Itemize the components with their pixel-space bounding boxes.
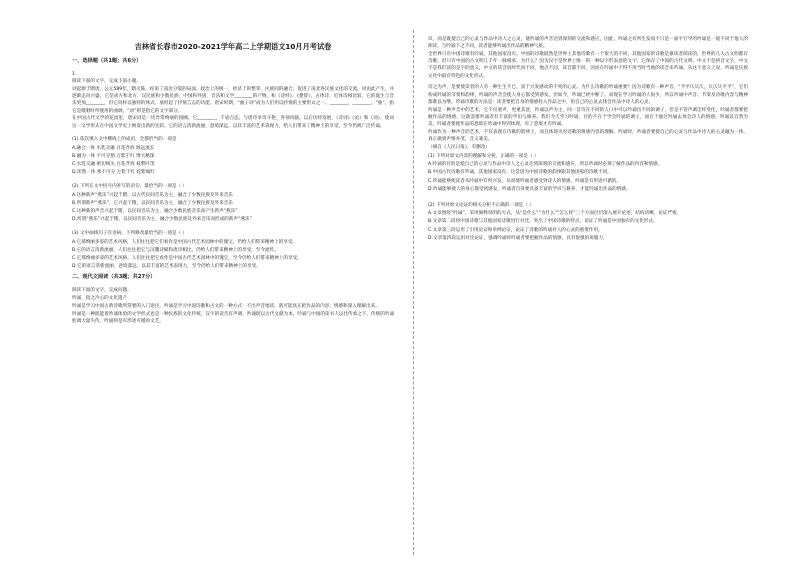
exam-title: 吉林省长春市2020-2021学年高二上学期语文10月月考试卷 xyxy=(134,42,332,51)
passage-paragraph: 识，而是既使自己的心灵与作品中诗人之心灵，使吟诵的声音达到深刻的交流和感应。因此，吟诵之有所生发而不只是一面平行导的吟诵是一般不同于他人的朗读，与吟诵下之不同，读者能够吟诵出作品的精神气质。 xyxy=(428,37,748,50)
answer-option: C.这种新的声音兴起于隋，以民间音乐为主，融合少数民族音乐而产生新声“燕乐” xyxy=(72,209,238,215)
answer-option: B.它的语言清新流丽，人们往往把它与汉魏诗赋和唐诗相比，仍给人们带来精神上的享受，至今流传。 xyxy=(72,247,279,253)
sub-question: (1) 下列对原文内容的理解和分析，正确的一项是（ ） xyxy=(428,154,539,160)
passage-paragraph: 词起源于隋唐。公元589年，隋灭陈，结束了南北分裂的局面。政治上的统一，经济上的繁荣，民族间的融合，促进了南北各民族文化的交流，词由此产生，并逐渐走向兴盛。它是南方和北方，汉民族和少数民族，中国和外国，音乐和文学________的产物。和《诗经》、《楚辞》、古体诗、近体诗相比较，它的诞生与音乐更加________，但它同样以独特的体式，承担起了抒情言志的功能。唐宋时期，“曲子词”成为人们用以抒情的主要形式之一。________，________。“曲”，指它是歌唱时所使用的曲调，“词”则是指它的文字部分。 xyxy=(72,87,394,114)
answer-option: C.吟诵能够使读者从吟诵中有所兴发，从而使吟诵者感受到诗人的情感，吟诵是有形迹可循的。 xyxy=(428,178,622,184)
sub-question: (2) 下列在文中括号内补写的语句，最恰当的一项是（ ） xyxy=(72,184,188,190)
left-column xyxy=(72,34,394,554)
section-heading-reading: 二、现代文阅读（共3题；共27分） xyxy=(72,274,156,281)
column-divider xyxy=(413,30,414,555)
passage-intro: 阅读下面的文字，完成问题。 xyxy=(72,288,132,294)
answer-option: A.它那绚丽多姿的艺术风格，人们往往把它们看作是中国古代艺术园林中的瑰宝，仍给人们带来精神上的享受。 xyxy=(72,239,298,245)
passage-paragraph: 吟诵是一种既能着吟诵体验的文学形式也是一种民族的文化传统，汉字的读音有声调，吟诵既以古代文献为本，吟诵与中国的读书人以往传承之下，传统的吟诵腔调大量失传。吟诵则是有形迹可循的文艺。 xyxy=(72,311,394,325)
passage-title: 吟诵，指之冷心的文化遗产 xyxy=(72,296,128,302)
answer-option: D.吟诵能够使人的身心都受到感发，吟诵者自身要具备丰富的学识与修养，才能吟诵出作品的情感。 xyxy=(428,186,631,192)
sub-question: (3) 文中画线句子有语病，下列修改最恰当的一项是（ ） xyxy=(72,231,188,237)
answer-option: B.所谓新声“燕乐”，它兴起于隋，以民间音乐为主，融合了少数民族及外来音乐 xyxy=(72,200,233,206)
answer-option: D.所谓“燕乐”兴起于隋，以民间音乐为主，融合少数民族及外来音乐而形成的新声“燕乐” xyxy=(72,217,252,223)
right-column xyxy=(428,36,748,556)
answer-option: A.文章围绕“吟诵”，采用阐释说明的方式，从“是什么”“为什么”“怎么样”三个方面层层深入展开论述，结构清晰，论证严密。 xyxy=(428,211,682,217)
passage-paragraph: 吟诵是学习中国古典诗歌所常要的入门途径。吟诵是学习中国诗歌和古文的一种方式：不出声音地读，就可能真正把作品的内容、情感和深入理解出来。 xyxy=(72,304,380,310)
passage-source: （摘自《人民日报》，有删改） xyxy=(428,144,491,150)
answer-option: A.这种新声“燕乐”兴起于隋，以古代民间音乐为主，融合了少数民族及外来音乐 xyxy=(72,192,233,198)
section-heading-choice: 一、选择题（共1题；共6分） xyxy=(72,58,142,64)
answer-option: D.浑然一体 密不可分 万紫千红 姹紫嫣红 xyxy=(72,170,155,176)
answer-option: B.融为一体 不可分割 万紫千红 博大精深 xyxy=(72,153,155,159)
passage-paragraph: 全世界只有中国诗歌有吟诵，其他国家没有。中国的诗歌既然是世界上其他诗歌有一个很大的不同，其他国家的诗歌是靠读者阅读的，世界的几大古文明都有诗歌，但只有中国的古文明几千年一脉相承。为什么？因为汉字是世界上唯一的一种以字形表意的文字，它保存了中国的古代文明。中文不是拼音文字，中文不是我们读的是字的意义，中文的读音因时代而不同，地点不同，读音都不同，因而在吟诵中不得不用当时当地的读音来吟诵。从这个意义上说，吟诵是民族文化中最有特色的文化形式。 xyxy=(428,52,748,79)
answer-option: C.水乳交融 密切相关 百花齐放 枝繁叶茂 xyxy=(72,162,155,168)
sub-question: (1) 依次填入文中横线上的成语，全都恰当的一项是 xyxy=(72,137,177,143)
answer-option: B.文章第二段将中国诗歌与其他国家诗歌进行对比，突出了中国诗歌的特点，论证了吟诵是中国独有的文化形式。 xyxy=(428,219,658,225)
sub-question: (2) 下列对原文论证的相关分析不正确的一项是（ ） xyxy=(428,203,534,209)
answer-option: D.文章第四段运用对比论证，强调吟诵时吟诵者要把握作品的情感，具有很强的说服力。 xyxy=(428,235,608,241)
passage-paragraph: 吟诵作为一种声音的艺术，不仅表现在诗歌的韵律上，而且体现为对诗歌的情感内容的理解。吟诵时，吟诵者要使自己的心灵与作品中诗人的心灵融为一体，真正做到声情并茂，音义兼美。 xyxy=(428,129,748,143)
answer-option: C.文章第三段运用了引用论证和举例论证，论证了诗歌的吟诵对人的心灵的重要作用。 xyxy=(428,227,603,233)
answer-option: A.吟诵的目的是使自己的心灵与作品中诗人之心灵达到深刻的交流和感应，所以吟诵时必须了解作品的内容和情感。 xyxy=(428,162,663,168)
answer-option: C.它那绚丽多姿的艺术风格，人们往往把它看作是中国古代艺术园林中的瑰宝，至今仍给人们带来精神上的享受。 xyxy=(72,256,302,262)
passage-paragraph: 诗之为声，是要使读者的人有一种生生不已，富于兴发感动的不死的心灵。为什么诗歌的吟诵重要？因为诗歌有一种声音，“平平仄仄仄，仄仄仄平平”，它们构成吟诵的节奏和韵律，吟诵的声音会使人身心都受到感发。但如今，吟诵已经中断了。而现在学习吟诵的人很少，所以吟诵中声音、节奏及诗歌内容与精神都难以为继。吟诵诗歌的方法是：读者要把自身的情感投入作品之中，用自己的心灵去体会作品中诗人的心灵。 xyxy=(428,85,748,105)
passage-paragraph: 在中国古代文学的花园里，唐宋词是一块异常绚丽的园圃。它________，千姿百态，与唐诗争奇斗艳，各领风骚。以后历经发展，《诗词》《论》和《词》，使词这一文学形式在中国文学史上焕发出新的光彩。它的语言清新流丽，意境深远，以其丰富的艺术表现力，给人们带来了精神上的享受，至今仍被广泛传诵。 xyxy=(72,116,394,129)
passage-intro: 阅读下面的文字，完成下面小题。 xyxy=(72,79,141,85)
passage-paragraph: 吟诵是一种声音中的艺术，它不仅重声，更重其意，吟诵以声为主，同一首诗在不同的人口中可以吟诵出不同的调子，但是不管声调怎样变化，吟诵者都要把握作品的情感，这就需要吟诵者有丰富的学识与修养。我们今天学习吟诵，目的不在于学会吟诵的调子，而在于通过吟诵去体会诗人的情感。吟诵以自然为美，吟诵者要使作品的意境在吟诵中得到体现，有了意境才有吟诵。 xyxy=(428,107,748,128)
question-number: 1 xyxy=(72,72,75,77)
answer-option: D.它的语言清新流丽，意境深远，以其丰富的艺术表现力，至今仍给人们带来精神上的享受。 xyxy=(72,264,261,270)
answer-option: A.融合一体 水乳交融 百花齐放 源远流长 xyxy=(72,145,155,151)
answer-option: B.中国古代诗歌有吟诵，其他国家没有，这是因为中国诗歌的韵律跟其他国家的诗歌不同。 xyxy=(428,170,612,176)
